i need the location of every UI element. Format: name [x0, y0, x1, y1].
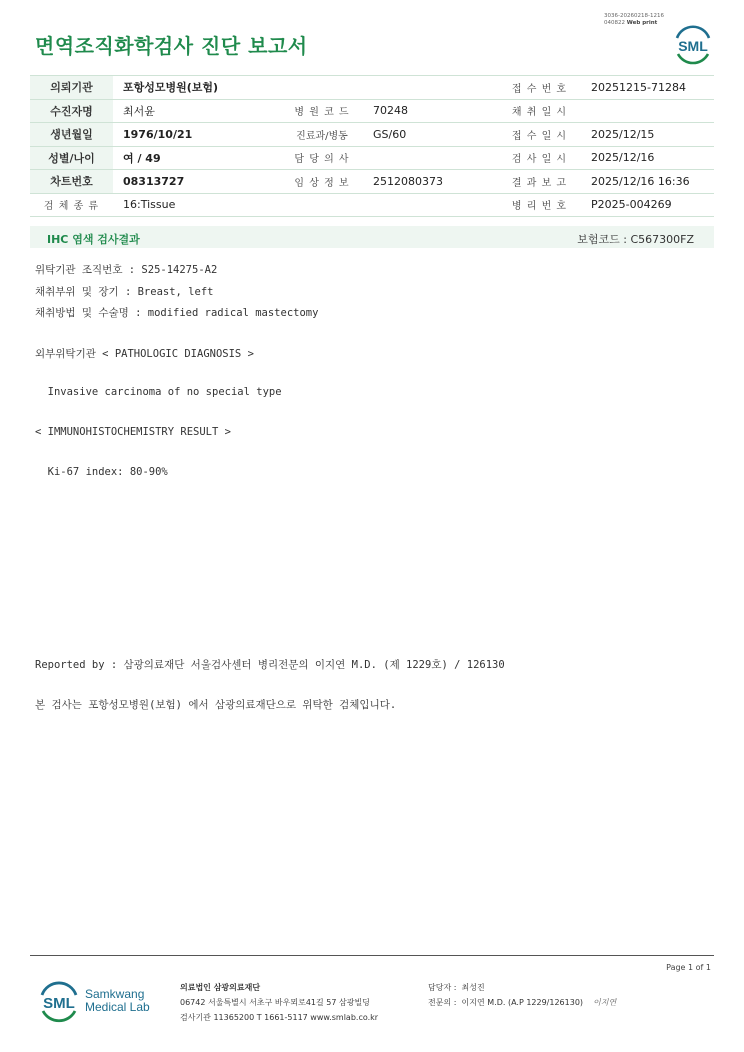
document-code-line1: 3036-20260218-1216	[604, 13, 664, 19]
report-line-ki67: Ki-67 index: 80-90%	[35, 466, 168, 478]
dob-value: 1976/10/21	[113, 123, 281, 147]
clinical-info-label: 임 상 정 보	[281, 170, 363, 194]
patient-name-label: 수진자명	[30, 99, 113, 123]
report-line-diagnosis-header: 외부위탁기관 < PATHOLOGIC DIAGNOSIS >	[35, 348, 254, 360]
specimen-value: 16:Tissue	[113, 193, 498, 217]
test-date-value: 2025/12/16	[581, 146, 714, 170]
receipt-no-label: 접 수 번 호	[498, 76, 581, 100]
chart-no-value: 08313727	[113, 170, 281, 194]
sml-logo-icon	[672, 24, 714, 66]
test-date-label: 검 사 일 시	[498, 146, 581, 170]
report-line-site: 채취부위 및 장기 : Breast, left	[35, 286, 214, 298]
table-row	[30, 193, 714, 217]
brand-line2: Medical Lab	[85, 1000, 150, 1014]
table-row	[30, 170, 714, 194]
table-row	[30, 146, 714, 170]
clinical-info-value: 2512080373	[363, 170, 498, 194]
collect-date-label: 채 취 일 시	[498, 99, 581, 123]
staff-name: 최성진	[461, 983, 485, 992]
result-report-label: 결 과 보 고	[498, 170, 581, 194]
page-number: Page 1 of 1	[666, 963, 711, 972]
result-section-header	[30, 226, 714, 248]
report-line-ihc-header: < IMMUNOHISTOCHEMISTRY RESULT >	[35, 426, 231, 438]
report-line-tissue-no: 위탁기관 조직번호 : S25-14275-A2	[35, 264, 218, 276]
table-row	[30, 123, 714, 147]
report-line-method: 채취방법 및 수술명 : modified radical mastectomy	[35, 307, 319, 319]
request-org-label: 의뢰기관	[30, 76, 113, 100]
chart-no-label: 차트번호	[30, 170, 113, 194]
web-print-label: Web print	[626, 19, 658, 26]
receipt-date-label: 접 수 일 시	[498, 123, 581, 147]
doctor-value	[363, 146, 498, 170]
patient-info-table	[30, 75, 714, 217]
section-title: IHC 염색 검사결과	[47, 233, 140, 246]
patient-name-value: 최서윤	[113, 99, 281, 123]
footer-staff	[428, 980, 616, 1010]
consignment-note: 본 검사는 포항성모병원(보험) 에서 삼광의료재단으로 위탁한 검체입니다.	[35, 699, 397, 711]
result-report-value: 2025/12/16 16:36	[581, 170, 714, 194]
staff-label: 담당자 :	[428, 983, 457, 992]
sex-age-value: 여 / 49	[113, 146, 281, 170]
specialist-label: 전문의 :	[428, 998, 457, 1007]
receipt-date-value: 2025/12/15	[581, 123, 714, 147]
samkwang-logo-text: SML	[43, 995, 75, 1012]
document-code	[604, 13, 664, 26]
report-line-diagnosis: Invasive carcinoma of no special type	[35, 386, 282, 398]
dept-label: 진료과/병동	[281, 123, 363, 147]
hospital-code-label: 병 원 코 드	[281, 99, 363, 123]
brand-line1: Samkwang	[85, 987, 145, 1001]
table-row	[30, 76, 714, 100]
report-title: 면역조직화학검사 진단 보고서	[35, 34, 308, 58]
org-address: 06742 서울특별시 서초구 바우뫼로41길 57 삼광빌딩	[180, 998, 370, 1007]
document-code-line2	[604, 20, 664, 27]
collect-date-value	[581, 99, 714, 123]
org-name: 의료법인 삼광의료재단	[180, 983, 261, 992]
signature: 이지연	[593, 998, 617, 1007]
pathology-no-label: 병 리 번 호	[498, 193, 581, 217]
sex-age-label: 성별/나이	[30, 146, 113, 170]
document-code-id: 040822	[604, 19, 625, 26]
receipt-no-value: 20251215-71284	[581, 76, 714, 100]
reported-by-line: Reported by : 삼광의료재단 서울검사센터 병리전문의 이지연 M.D. (제 1229호) / 126130	[35, 659, 505, 671]
brand-name	[85, 988, 150, 1014]
insurance-code: 보험코드 : C567300FZ	[577, 233, 694, 246]
footer-divider	[30, 955, 714, 956]
dept-value: GS/60	[363, 123, 498, 147]
sml-logo-text: SML	[678, 38, 708, 54]
samkwang-logo-icon	[37, 980, 81, 1024]
org-contact: 검사기관 11365200 T 1661-5117 www.smlab.co.kr	[180, 1013, 379, 1022]
dob-label: 생년월일	[30, 123, 113, 147]
hospital-code-value: 70248	[363, 99, 498, 123]
doctor-label: 담 당 의 사	[281, 146, 363, 170]
specimen-label: 검 체 종 류	[30, 193, 113, 217]
request-org-value: 포항성모병원(보험)	[113, 76, 498, 100]
pathology-no-value: P2025-004269	[581, 193, 714, 217]
footer-organization	[180, 980, 378, 1025]
specialist-name: 이지연 M.D. (A.P 1229/126130)	[461, 998, 584, 1007]
table-row	[30, 99, 714, 123]
